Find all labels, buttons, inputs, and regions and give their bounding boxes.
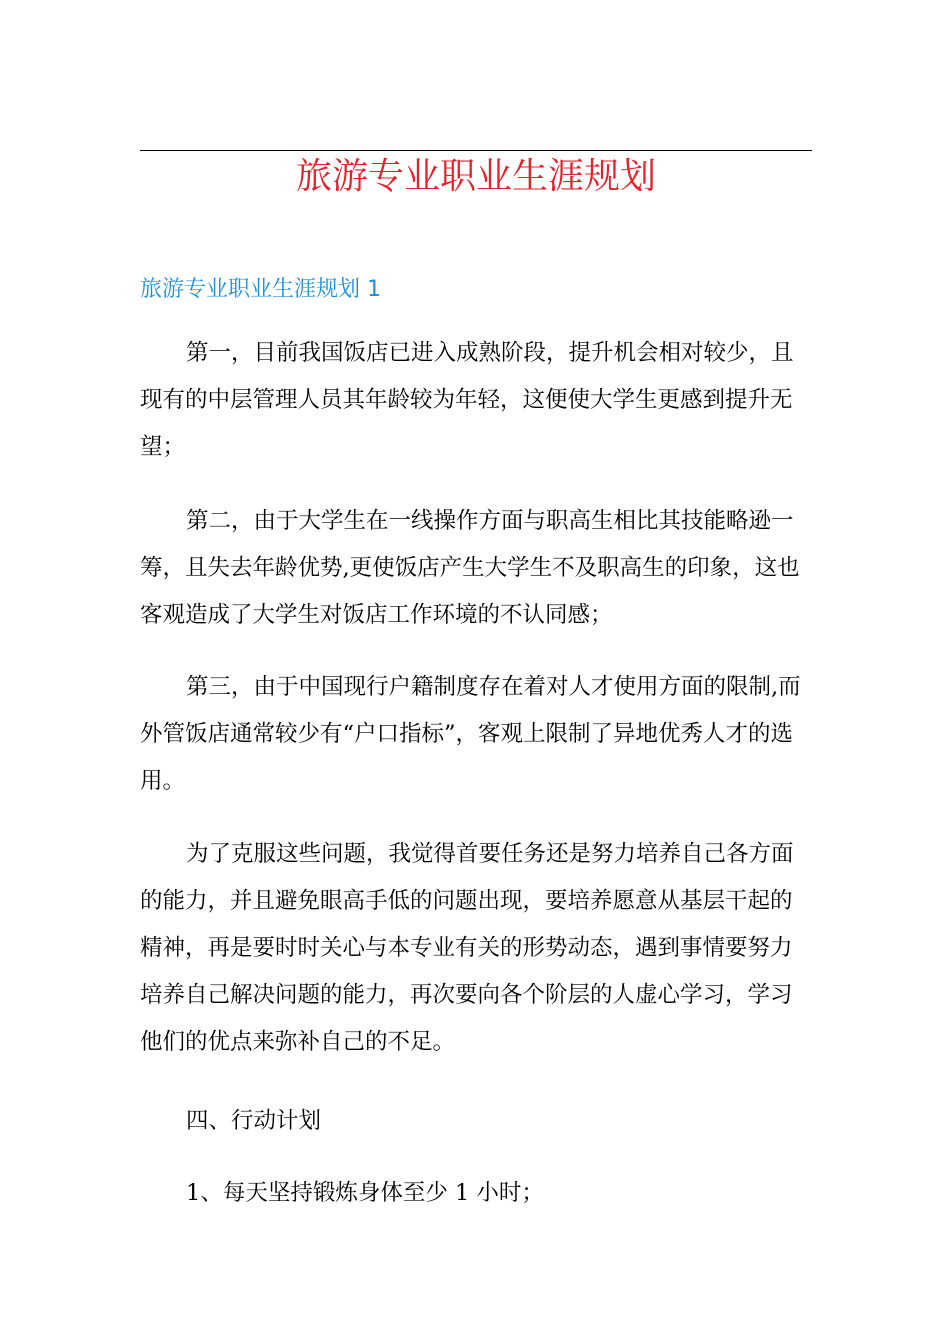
- paragraph-4: 为了克服这些问题，我觉得首要任务还是努力培养自己各方面的能力，并且避免眼高手低的问题出现，要培养愿意从基层干起的精神，再是要时时关心与本专业有关的形势动态，遇到事情要努力培养自己解决问题的能力，再次要向各个阶层的人虚心学习，学习他们的优点来弥补自己的不足。: [140, 841, 794, 1055]
- paragraph-action-plan-heading: 四、行动计划: [186, 1108, 322, 1134]
- document-title: 旅游专业职业生涯规划: [295, 156, 656, 197]
- paragraph-action-item-1: 1、每天坚持锻炼身体至少 1 小时；: [186, 1180, 544, 1206]
- paragraph-1: 第一，目前我国饭店已进入成熟阶段，提升机会相对较少，且现有的中层管理人员其年龄较为年轻，这便使大学生更感到提升无望；: [140, 340, 794, 460]
- paragraph-3: 第三，由于中国现行户籍制度存在着对人才使用方面的限制,而外管饭店通常较少有“户口指标”，客观上限制了异地优秀人才的选用。: [140, 674, 801, 794]
- section-heading: 旅游专业职业生涯规划 1: [140, 277, 381, 302]
- paragraph-2: 第二，由于大学生在一线操作方面与职高生相比其技能略逊一筹，且失去年龄优势,更使饭店产生大学生不及职高生的印象，这也客观造成了大学生对饭店工作环境的不认同感；: [140, 508, 800, 628]
- header-rule: [140, 150, 812, 151]
